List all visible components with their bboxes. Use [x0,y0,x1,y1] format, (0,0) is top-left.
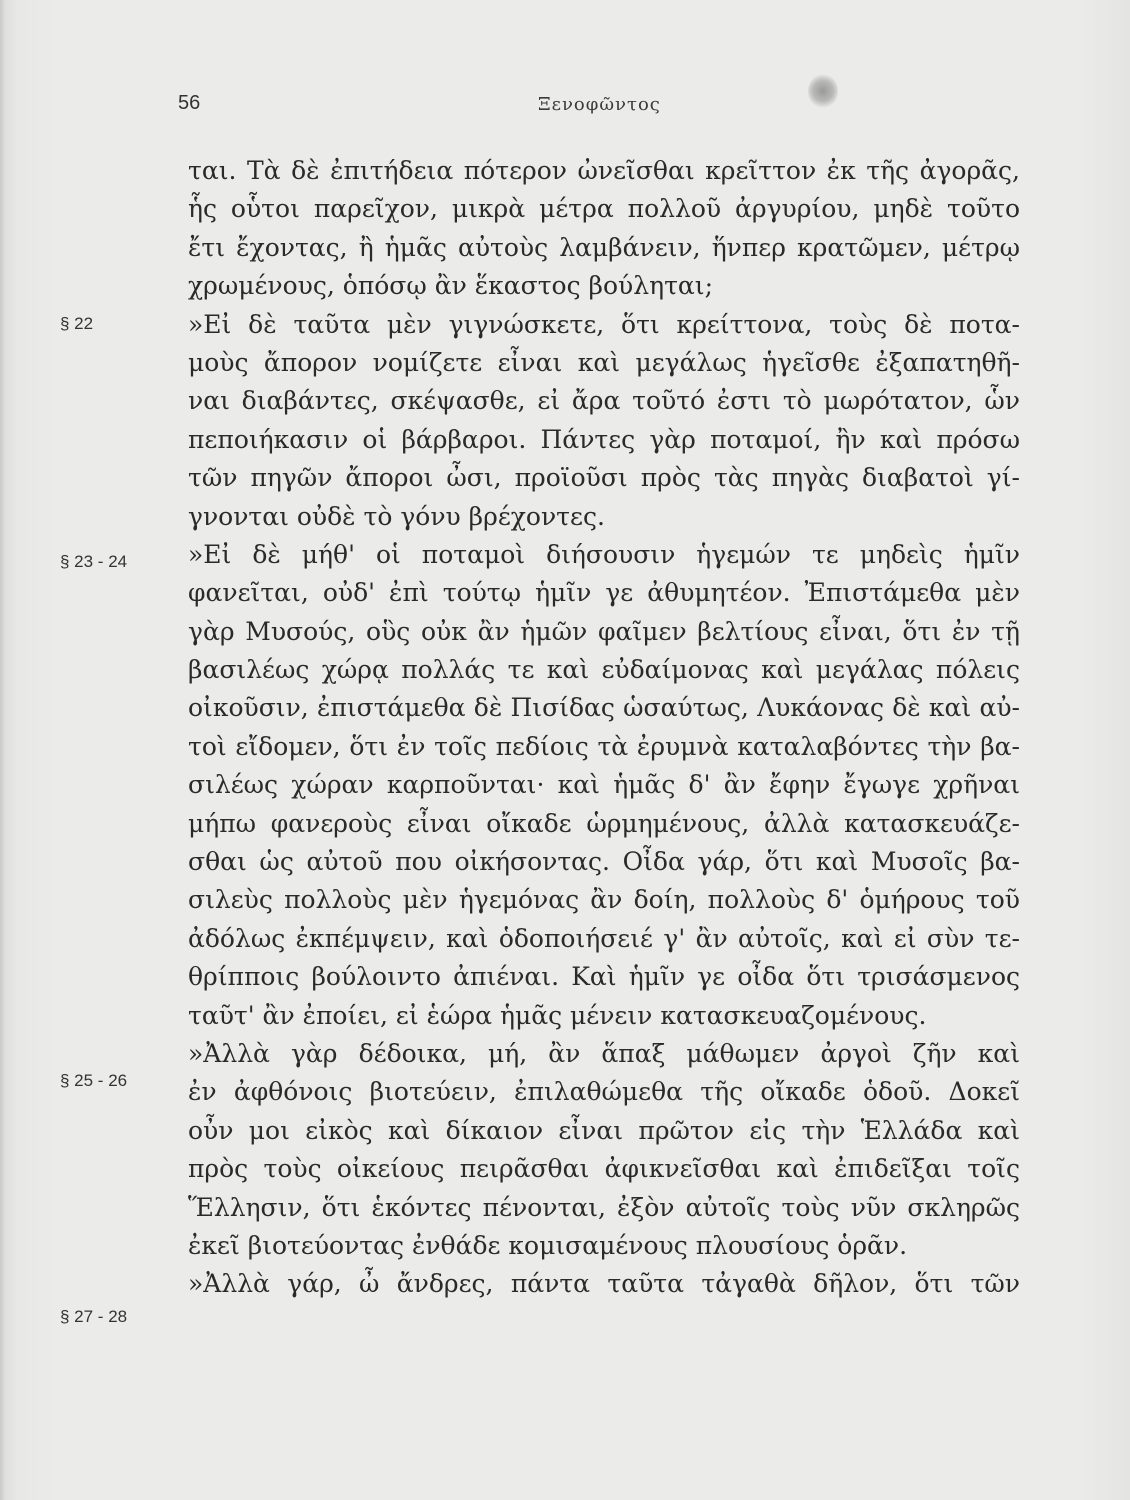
text-line: βασιλέως χώρᾳ πολλάς τε καὶ εὐδαίμονας καὶ μεγάλας πόλεις [188,655,1020,685]
text-line: ται. Τὰ δὲ ἐπιτήδεια πότερον ὠνεῖσθαι κρεῖττον ἐκ τῆς ἀγορᾶς, [188,156,1020,185]
text-line: φανεῖται, οὐδ' ἐπὶ τούτῳ ἡμῖν γε ἀθυμητέον. Ἐπιστάμεθα μὲν [188,578,1020,608]
text-line: πρὸς τοὺς οἰκείους πειρᾶσθαι ἀφικνεῖσθαι καὶ ἐπιδεῖξαι τοῖς [188,1154,1020,1184]
margin-section-mark: § 27 - 28 [60,1307,128,1326]
text-line: σθαι ὡς αὐτοῦ που οἰκήσοντας. Οἶδα γάρ, ὅτι καὶ Μυσοῖς βα- [188,847,1020,877]
text-line: »Εἰ δὲ ταῦτα μὲν γιγνώσκετε, ὅτι κρείττονα, τοὺς δὲ ποτα- [188,309,1020,339]
text-line: οὖν μοι εἰκὸς καὶ δίκαιον εἶναι πρῶτον εἰς τὴν Ἑλλάδα καὶ [188,1115,1020,1145]
text-line: ἐν ἀφθόνοις βιοτεύειν, ἐπιλαθώμεθα τῆς οἴκαδε ὁδοῦ. Δοκεῖ [188,1077,1020,1107]
text-line: τοὶ εἴδομεν, ὅτι ἐν τοῖς πεδίοις τὰ ἐρυμνὰ καταλαβόντες τὴν βα- [188,731,1020,761]
margin-section-mark: § 23 - 24 [60,552,128,571]
text-line: μήπω φανεροὺς εἶναι οἴκαδε ὡρμημένους, ἀλλὰ κατασκευάζε- [188,808,1020,838]
text-line: μοὺς ἄπορον νομίζετε εἶναι καὶ μεγάλως ἡγεῖσθε ἐξαπατηθῆ- [188,347,1020,377]
text-line: τῶν πηγῶν ἄποροι ὦσι, προϊοῦσι πρὸς τὰς πηγὰς διαβατοὶ γί- [188,463,1020,493]
ink-blot [808,74,838,108]
text-line: οἰκοῦσιν, ἐπιστάμεθα δὲ Πισίδας ὡσαύτως, Λυκάονας δὲ καὶ αὐ- [188,693,1020,723]
text-line: »Ἀλλὰ γὰρ δέδοικα, μή, ἂν ἅπαξ μάθωμεν ἀργοὶ ζῆν καὶ [188,1038,1020,1068]
page-number: 56 [178,92,201,114]
body-text [188,152,1020,1304]
text-line: πεποιήκασιν οἱ βάρβαροι. Πάντες γὰρ ποταμοί, ἢν καὶ πρόσω [188,424,1020,454]
text-line: ἐκεῖ βιοτεύοντας ἐνθάδε κομισαμένους πλουσίους ὁρᾶν. [188,1230,908,1260]
text-line: »Ἀλλὰ γάρ, ὦ ἄνδρες, πάντα ταῦτα τἀγαθὰ δῆλον, ὅτι τῶν [188,1269,1020,1299]
text-line: σιλέως χώραν καρποῦνται· καὶ ἡμᾶς δ' ἂν ἔφην ἔγωγε χρῆναι [188,770,1020,800]
running-head [178,92,818,122]
text-line: χρωμένους, ὁπόσῳ ἂν ἕκαστος βούληται; [188,271,714,301]
text-line: ἧς οὗτοι παρεῖχον, μικρὰ μέτρα πολλοῦ ἀργυρίου, μηδὲ τοῦτο [188,194,1020,224]
text-line: »Εἰ δὲ μήθ' οἱ ποταμοὶ διήσουσιν ἡγεμών τε μηδεὶς ἡμῖν [188,539,1020,569]
text-line: ἔτι ἔχοντας, ἢ ἡμᾶς αὐτοὺς λαμβάνειν, ἥνπερ κρατῶμεν, μέτρῳ [188,232,1020,262]
margin-section-mark: § 22 [60,314,94,333]
text-line: γνονται οὐδὲ τὸ γόνυ βρέχοντες. [188,501,605,531]
text-line: ναι διαβάντες, σκέψασθε, εἰ ἄρα τοῦτό ἐστι τὸ μωρότατον, ὧν [188,386,1020,416]
margin-section-mark: § 25 - 26 [60,1071,128,1090]
text-line: σιλεὺς πολλοὺς μὲν ἡγεμόνας ἂν δοίη, πολλοὺς δ' ὁμήρους τοῦ [188,885,1020,915]
running-title: Ξενοφῶντος [538,94,661,115]
text-line: Ἕλλησιν, ὅτι ἑκόντες πένονται, ἐξὸν αὐτοῖς τοὺς νῦν σκληρῶς [188,1192,1020,1222]
text-line: θρίπποις βούλοιντο ἀπιέναι. Καὶ ἡμῖν γε οἶδα ὅτι τρισάσμενος [188,962,1020,992]
page-edge-shadow [0,0,6,1500]
text-line: ἀδόλως ἐκπέμψειν, καὶ ὁδοποιήσειέ γ' ἂν αὐτοῖς, καὶ εἰ σὺν τε- [188,923,1020,953]
text-line: γὰρ Μυσούς, οὓς οὐκ ἂν ἡμῶν φαῖμεν βελτίους εἶναι, ὅτι ἐν τῇ [188,616,1020,646]
text-line: ταῦτ' ἂν ἐποίει, εἰ ἑώρα ἡμᾶς μένειν κατασκευαζομένους. [188,1000,927,1030]
